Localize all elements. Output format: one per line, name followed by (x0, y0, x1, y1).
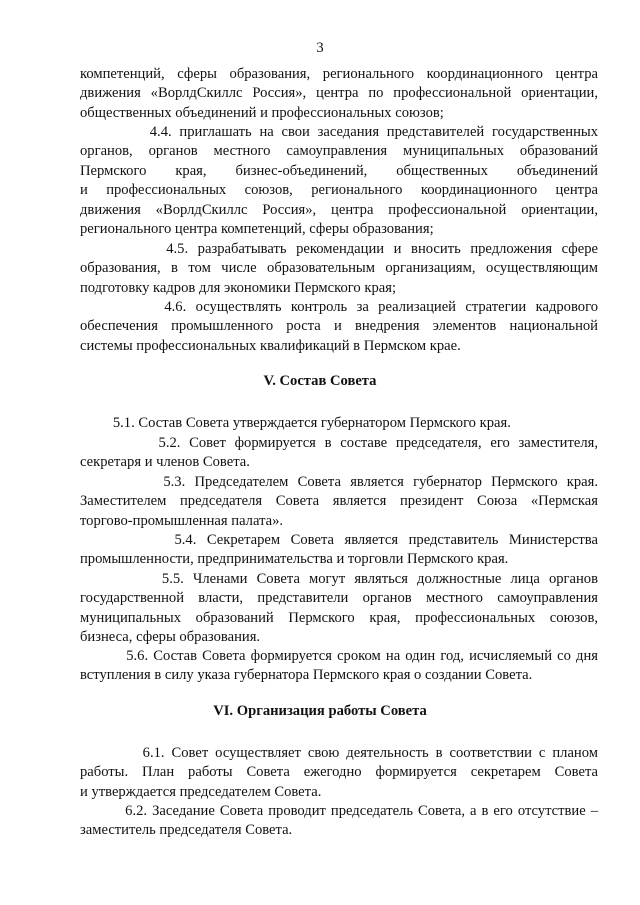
paragraph-lines (80, 298, 598, 356)
text-line: муниципальных образований Пермского края, профессиональных союзов, (80, 609, 598, 626)
text-line: 5.2. Совет формируется в составе председателя, его заместителя, (80, 435, 598, 451)
text-line: 4.4. приглашать на свои заседания представителей государственных (80, 124, 598, 140)
section-5-heading: V. Состав Совета (263, 373, 377, 389)
text-line: образования, в том числе образовательным организациям, осуществляющим (80, 260, 598, 277)
text-line: работы. План работы Совета ежегодно формируется секретарем Совета (80, 764, 598, 781)
text-line: промышленности, предпринимательства и торговли Пермского края. (80, 551, 509, 568)
text-line: вступления в силу указа губернатора Пермского края о создании Совета. (80, 667, 533, 684)
text-line: 6.2. Заседание Совета проводит председатель Совета, а в его отсутствие – (80, 803, 598, 819)
paragraph-lines (80, 531, 598, 570)
text-line: Заместителем председателя Совета является президент Союза «Пермская (80, 493, 598, 510)
text-line: 5.3. Председателем Совета является губернатор Пермского края. (80, 474, 598, 490)
item-5-5 (80, 570, 598, 648)
text-line: 6.1. Совет осуществляет свою деятельность в соответствии с планом (80, 745, 598, 761)
text-line: бизнеса, сферы образования. (80, 629, 261, 646)
text-line: органов, органов местного самоуправления муниципальных образований (80, 143, 598, 160)
paragraph-lines (80, 240, 598, 298)
text-line: обеспечения промышленного роста и внедрения элементов национальной (80, 318, 598, 335)
paragraph-lines (80, 570, 598, 648)
text-line: торгово-промышленная палата». (80, 512, 284, 529)
item-5-4 (80, 531, 598, 570)
text-line: подготовку кадров для экономики Пермского края; (80, 279, 396, 296)
item-5-6 (80, 647, 598, 686)
text-line: движения «ВорлдСкиллс Россия», центра профессиональной ориентации, (80, 201, 598, 218)
item-5-3 (80, 473, 598, 531)
page-number: 3 (316, 40, 324, 56)
item-6-1 (80, 744, 598, 802)
text-line: 5.5. Членами Совета могут являться должностные лица органов (80, 571, 598, 587)
text-line: Пермского края, бизнес-объединений, общественных объединений (80, 162, 598, 179)
item-4-4 (80, 123, 598, 239)
paragraph-lines (80, 123, 598, 239)
text-line: и профессиональных союзов, регионального координационного центра (80, 182, 598, 199)
paragraph-lines (80, 473, 598, 531)
text-line: системы профессиональных квалификаций в Пермском крае. (80, 337, 461, 354)
text-line: движения «ВорлдСкиллс Россия», центра по профессиональной ориентации, (80, 85, 598, 102)
text-line: 4.6. осуществлять контроль за реализацией стратегии кадрового (80, 299, 598, 315)
item-6-2 (80, 802, 598, 841)
paragraph-lines (80, 434, 598, 473)
text-line: компетенций, сферы образования, регионального координационного центра (80, 66, 598, 82)
item-5-1 (80, 414, 598, 433)
paragraph-lines (80, 65, 598, 123)
text-line: 5.1. Состав Совета утверждается губернатором Пермского края. (80, 415, 511, 431)
intro-paragraph (80, 65, 598, 123)
item-5-2 (80, 434, 598, 473)
paragraph-lines (80, 414, 598, 433)
text-line: секретаря и членов Совета. (80, 454, 250, 471)
text-line: общественных объединений и профессиональных союзов; (80, 104, 444, 121)
paragraph-lines (80, 744, 598, 802)
text-line: 5.4. Секретарем Совета является представитель Министерства (80, 532, 598, 548)
section-6-heading: VI. Организация работы Совета (213, 703, 427, 719)
item-4-5 (80, 240, 598, 298)
text-line: 5.6. Состав Совета формируется сроком на один год, исчисляемый со дня (80, 648, 598, 664)
text-line: государственной власти, представители органов местного самоуправления (80, 590, 598, 607)
text-line: заместитель председателя Совета. (80, 822, 293, 839)
item-4-6 (80, 298, 598, 356)
text-line: регионального центра компетенций, сферы образования; (80, 221, 434, 238)
text-line: 4.5. разрабатывать рекомендации и вносить предложения сфере (80, 241, 598, 257)
text-line: и утверждается председателем Совета. (80, 783, 322, 800)
paragraph-lines (80, 647, 598, 686)
paragraph-lines (80, 802, 598, 841)
